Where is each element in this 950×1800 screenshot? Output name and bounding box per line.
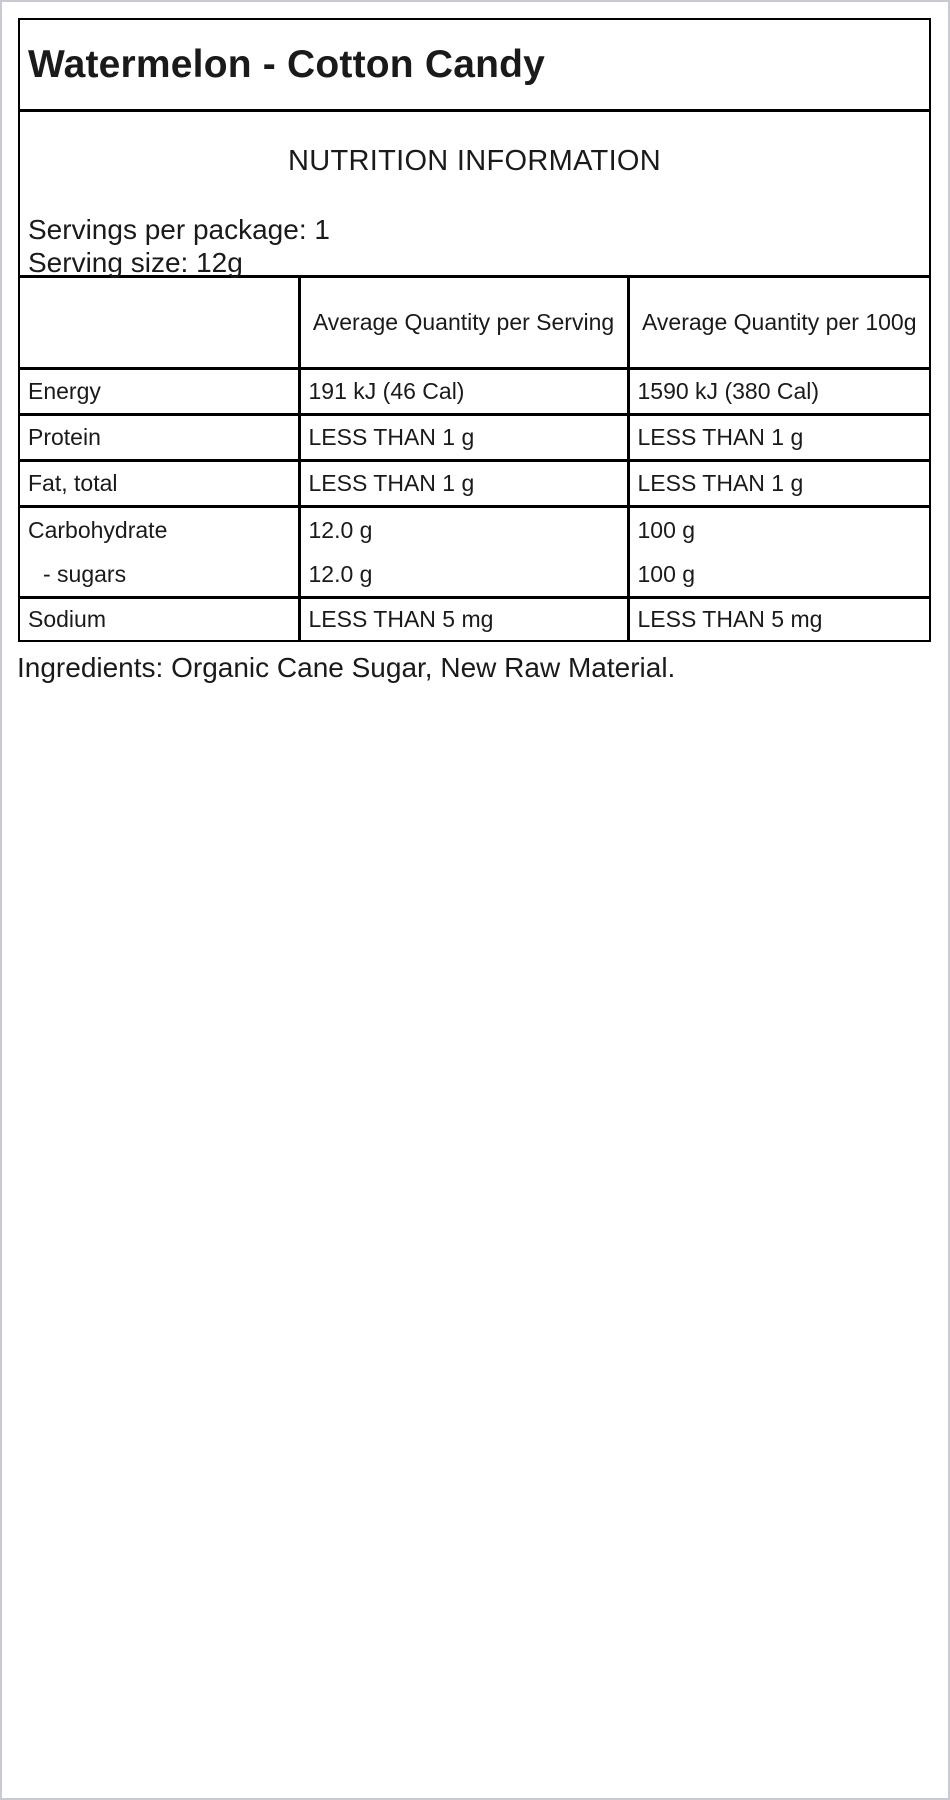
nutrition-table xyxy=(20,278,929,640)
per-serving-value: LESS THAN 1 g xyxy=(299,414,628,460)
per-serving-value: 12.0 g xyxy=(308,516,373,543)
table-header-row xyxy=(20,278,929,368)
per-serving-cell xyxy=(299,506,628,597)
per-serving-value: 191 kJ (46 Cal) xyxy=(299,368,628,414)
nutrient-name: Protein xyxy=(20,414,299,460)
per-100g-value: 100 g xyxy=(637,516,696,543)
nutrient-name-cell xyxy=(20,506,299,597)
table-row xyxy=(20,460,929,506)
product-title: Watermelon - Cotton Candy xyxy=(28,42,546,86)
sub-per-100g-value: 100 g xyxy=(637,560,696,587)
table-row xyxy=(20,368,929,414)
ingredients-text: Ingredients: Organic Cane Sugar, New Raw Material. xyxy=(17,652,676,683)
table-row xyxy=(20,597,929,640)
nutrient-name: Energy xyxy=(20,368,299,414)
column-header-per-serving: Average Quantity per Serving xyxy=(299,278,628,368)
nutrient-name: Sodium xyxy=(20,597,299,640)
title-row xyxy=(20,20,929,112)
per-serving-value: LESS THAN 1 g xyxy=(299,460,628,506)
per-100g-value: LESS THAN 1 g xyxy=(628,414,929,460)
serving-size: Serving size: 12g xyxy=(28,247,243,278)
column-header-nutrient xyxy=(20,278,299,368)
per-serving-value: LESS THAN 5 mg xyxy=(299,597,628,640)
table-row xyxy=(20,414,929,460)
per-100g-value: LESS THAN 5 mg xyxy=(637,605,823,632)
table-row xyxy=(20,506,929,597)
nutrient-name: Carbohydrate xyxy=(28,516,168,543)
sub-nutrient-name: - sugars xyxy=(43,560,127,587)
nutrition-heading: NUTRITION INFORMATION xyxy=(287,145,662,177)
per-100g-cell xyxy=(628,506,929,597)
sub-per-serving-value: 12.0 g xyxy=(308,560,373,587)
nutrition-label xyxy=(18,18,931,684)
nutrient-name: Fat, total xyxy=(20,460,299,506)
column-header-per-100g: Average Quantity per 100g xyxy=(628,278,929,368)
per-100g-value: LESS THAN 1 g xyxy=(628,460,929,506)
nutrition-info-block xyxy=(20,112,929,278)
nutrition-panel xyxy=(18,18,931,642)
servings-per-package: Servings per package: 1 xyxy=(28,214,330,245)
per-100g-value: 1590 kJ (380 Cal) xyxy=(628,368,929,414)
